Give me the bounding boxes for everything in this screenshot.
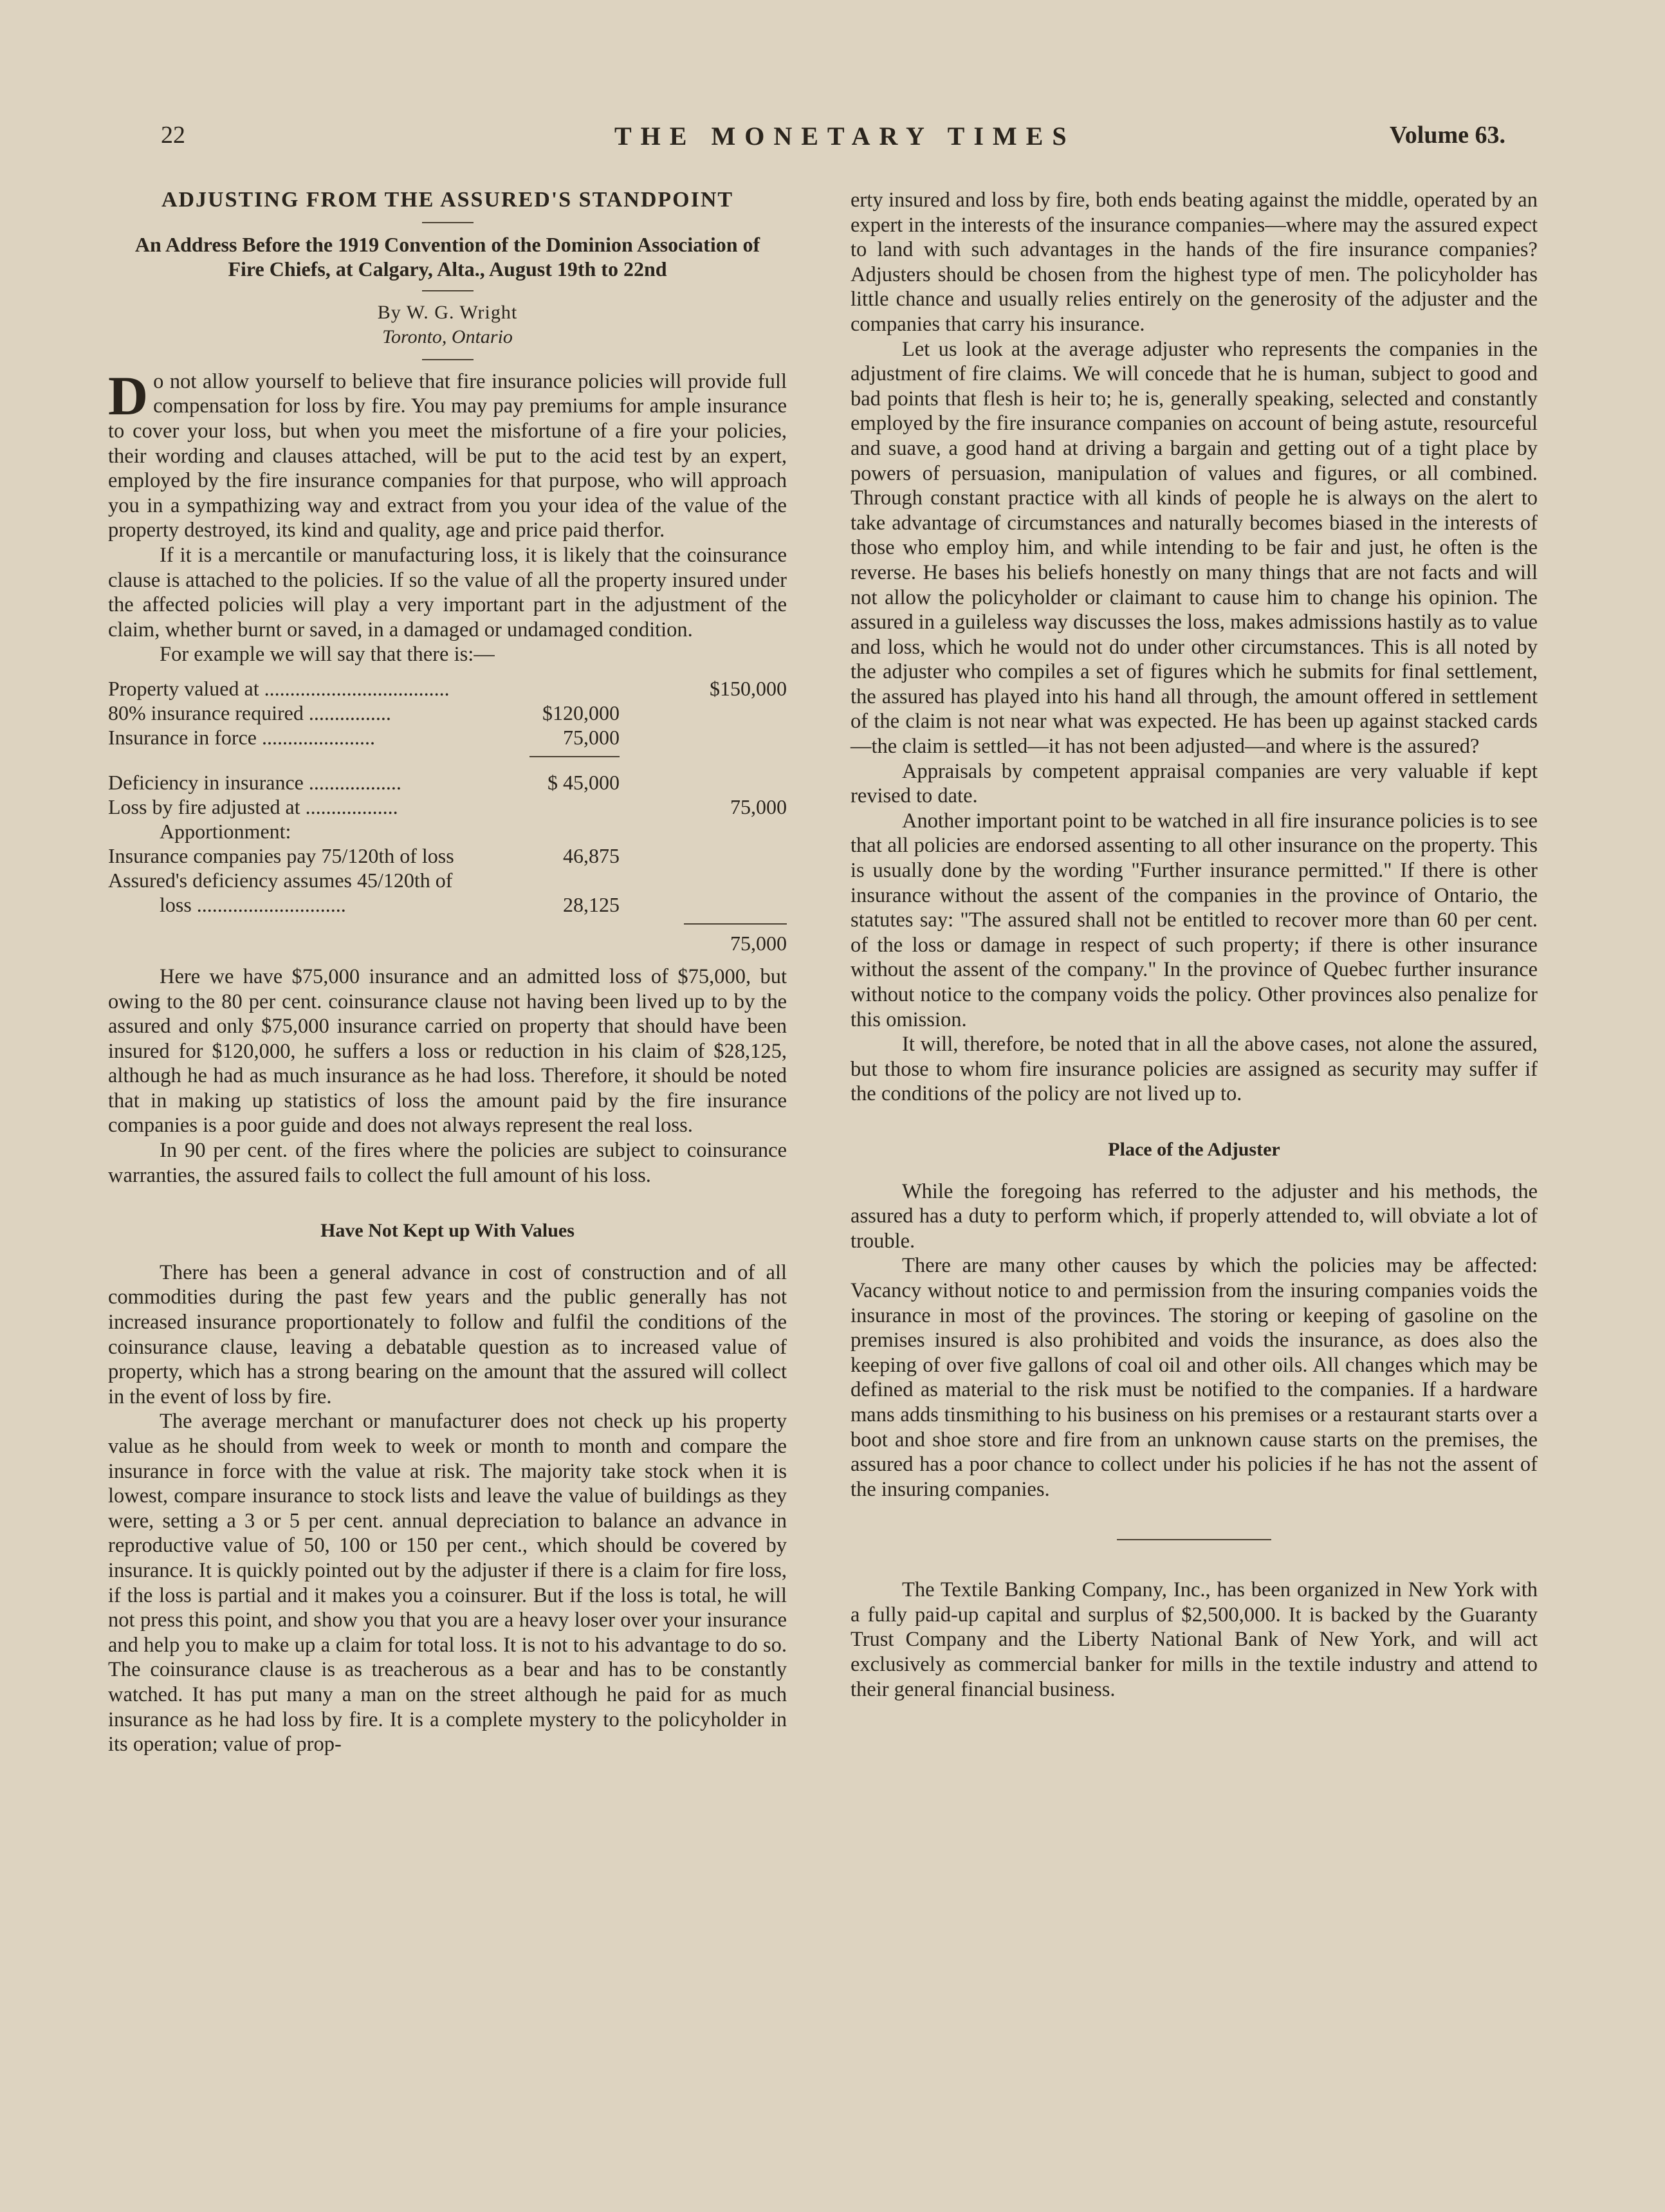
subtitle-rule	[422, 290, 474, 291]
drop-cap: D	[108, 364, 149, 427]
article-subtitle: An Address Before the 1919 Convention of the Dominion Association of Fire Chiefs, at Calgary, Alta., August 19th to 22nd	[134, 232, 760, 281]
force-label: Insurance in force ......................	[108, 725, 375, 749]
byline: By W. G. Wright	[377, 301, 518, 323]
other-causes-paragraph: There are many other causes by which the policies may be affected: Vacancy without notice to and permission from the insuring companies voids the insurance in most of the provinces. The storing or keeping of gasoline on the premises insured is also prohibited and voids the insurance, as does also the keeping of over five gallons of coal oil and other oils. All changes which may be defined as material to the risk must be notified to the companies. If a hardware mans adds tinsmithing to his business on his premises or a restaurant starts over a boot and shoe store and fire from an unknown cause starts on the premises, the assured has a poor chance to collect under his policies if he has not the assent of the insuring companies.	[851, 1254, 1538, 1501]
duty-paragraph: While the foregoing has referred to the adjuster and his methods, the assured has a duty to perform which, if properly attended to, will obviate a lot of trouble.	[851, 1179, 1538, 1253]
intro-text: o not allow yourself to believe that fire insurance policies will provide full compensation for loss by fire. You may pay premiums for ample insurance to cover your loss, but when you meet the misfortune of a fire your policies, their wording and clauses attached, will be put to the acid test by an expert, employed by the fire insurance companies for that purpose, who will approach you in a sympathizing way and extract from you your idea of the value of the property destroyed, its kind and quality, age and price paid therfor.	[108, 369, 787, 542]
total-value: 75,000	[730, 931, 787, 955]
byline-rule	[422, 359, 474, 360]
assured-value: 28,125	[563, 892, 620, 916]
assured-label-1: Assured's deficiency assumes 45/120th of	[108, 868, 453, 892]
figure-row-assured-1	[108, 868, 787, 892]
figure-row-loss	[108, 795, 787, 819]
page-header	[161, 121, 1505, 160]
other-insurance-paragraph: Another important point to be watched in all fire insurance policies is to see that all policies are endorsed assenting to all other insurance on the property. This is usually done by the wording "Further insurance permitted." If there is other insurance without the assent of the companies in the province of Ontario, the statutes say: "The assured shall not be entitled to recover more than 60 per cent. of the loss or damage in respect of such property; if there is other insurance without the assent of the company." In the province of Quebec further insurance without notice to the company voids the policy. Other provinces also penalize for this omission.	[851, 809, 1538, 1031]
title-rule	[422, 222, 474, 223]
continuation-paragraph: erty insured and loss by fire, both ends beating against the middle, operated by an expert in the interests of the insurance companies—where may the assured expect to land with such advantages in the hands of the fire insurance companies? Adjusters should be chosen from the highest type of men. The policyholder has little chance and usually relies entirely on the generosity of the adjuster and the companies that carry his insurance.	[851, 189, 1538, 336]
apportionment-label: Apportionment:	[160, 819, 291, 843]
required-value: $120,000	[542, 701, 620, 724]
loss-value: 75,000	[730, 795, 787, 818]
sum-rule-2	[108, 917, 787, 931]
companies-value: 46,875	[563, 843, 620, 867]
journal-title: THE MONETARY TIMES	[614, 122, 1076, 151]
figure-row-total	[108, 931, 787, 955]
deficiency-value: $ 45,000	[547, 770, 620, 794]
companies-label: Insurance companies pay 75/120th of loss	[108, 843, 454, 867]
conditions-paragraph: It will, therefore, be noted that in all the above cases, not alone the assured, but those to whom fire insurance policies are assigned as security may suffer if the conditions of the policy are not lived up to.	[851, 1033, 1538, 1106]
figure-row-companies	[108, 843, 787, 868]
figure-row-required	[108, 701, 787, 725]
section-heading-adjuster: Place of the Adjuster	[1108, 1138, 1280, 1160]
sum-rule-1	[108, 750, 787, 764]
ninety-percent-paragraph: In 90 per cent. of the fires where the policies are subject to coinsurance warranties, the assured fails to collect the full amount of his loss.	[108, 1139, 787, 1187]
property-value: $150,000	[710, 676, 787, 700]
force-value: 75,000	[563, 725, 620, 749]
figure-row-deficiency	[108, 770, 787, 795]
assured-label-2: loss .............................	[160, 892, 346, 916]
left-column	[108, 188, 787, 1757]
intro-paragraph	[108, 364, 787, 543]
values-paragraph-2: The average merchant or manufacturer does not check up his property value as he should from week to week or month to month and compare the insurance in force with the value at risk. The majority take stock when it is lowest, compare insurance to stock lists and leave the value of buildings as they were, setting a 3 or 5 per cent. annual depreciation to balance an advance in reproductive value of 50, 100 or 150 per cent., which should be covered by insurance. It is quickly pointed out by the adjuster if there is a claim for fire loss, if the loss is partial and it makes you a coinsurer. But if the loss is total, he will not press this point, and show you that you are a heavy loser over your insurance and help you to make up a claim for total loss. It is not to his advantage to do so. The coinsurance clause is as treacherous as a bear and has to be constantly watched. It has put many a man on the street although he paid for as much insurance as he had loss by fire. It is a complete mystery to the policyholder in its operation; value of prop-	[108, 1410, 787, 1756]
values-paragraph-1: There has been a general advance in cost of construction and of all commodities during the past few years and the public generally has not increased insurance proportionately to follow and fulfil the conditions of the coinsurance clause, leaving a debatable question as to increased value of property, which has a strong bearing on the amount that the assured will collect in the event of loss by fire.	[108, 1260, 787, 1408]
textile-banking-notice: The Textile Banking Company, Inc., has been organized in New York with a fully paid-up capital and surplus of $2,500,000. It is backed by the Guaranty Trust Company and the Liberty National Bank of New York, and will act exclusively as commercial banker for mills in the textile industry and attend to their general financial business.	[851, 1578, 1538, 1701]
figure-row-apportionment	[108, 819, 787, 843]
figure-row-force	[108, 725, 787, 750]
example-intro: For example we will say that there is:—	[160, 643, 495, 667]
deficiency-label: Deficiency in insurance ..................	[108, 770, 401, 794]
volume-label: Volume 63.	[1389, 122, 1505, 149]
right-column	[851, 188, 1538, 1702]
property-label: Property valued at ....................................	[108, 676, 450, 700]
appraisals-paragraph: Appraisals by competent appraisal companies are very valuable if kept revised to date.	[851, 759, 1538, 808]
loss-label: Loss by fire adjusted at ..................	[108, 795, 398, 818]
figure-row-assured-2	[108, 892, 787, 917]
coinsurance-paragraph: If it is a mercantile or manufacturing loss, it is likely that the coinsurance clause is attached to the policies. If so the value of all the property insured under the affected policies will play a very important part in the adjustment of the claim, whether burnt or saved, in a damaged or undamaged condition.	[108, 543, 787, 641]
adjuster-paragraph: Let us look at the average adjuster who represents the companies in the adjustment of fire claims. We will concede that he is human, subject to good and bad points that flesh is heir to; he is, generally speaking, selected and constantly employed by the fire insurance companies on account of being astute, resourceful and suave, a good hand at driving a bargain and getting out of a tight place by powers of persuasion, manipulation of values and figures, or all combined. Through constant practice with all kinds of people he is always on the alert to take advantage of circumstances and naturally becomes biased in the interests of those who employ him, and while intending to be fair and just, he often is the reverse. He bases his beliefs honestly on many things that are not facts and will not allow the policyholder or claimant to cause him to change his opinion. The assured in a guileless way discusses the loss, makes admissions hastily as to value and loss, which he would not do under other circumstances. This is all noted by the adjuster who compiles a set of figures which he submits for final settlement, the assured has played into his hand all through, the amount offered in settlement of the claim is not near what was expected. He has been up against stacked cards—the claim is settled—it has not been adjusted—and where is the assured?	[851, 337, 1538, 759]
section-heading-values: Have Not Kept up With Values	[320, 1220, 575, 1242]
required-label: 80% insurance required ................	[108, 701, 391, 724]
author-affiliation: Toronto, Ontario	[382, 326, 513, 348]
figure-row-property	[108, 676, 787, 701]
page-number: 22	[161, 122, 185, 149]
explanation-paragraph: Here we have $75,000 insurance and an admitted loss of $75,000, but owing to the 80 per cent. coinsurance clause not having been lived up to by the assured and only $75,000 insurance carried on property that should have been insured for $120,000, he suffers a loss or reduction in his claim of $28,125, although he had as much insurance as he had loss. Therefore, it should be noted that in making up statistics of loss the amount paid by the fire insurance companies is a poor guide and does not always represent the real loss.	[108, 964, 787, 1138]
article-separator	[1117, 1539, 1271, 1540]
example-figures	[108, 676, 787, 955]
article-title: ADJUSTING FROM THE ASSURED'S STANDPOINT	[161, 188, 734, 212]
